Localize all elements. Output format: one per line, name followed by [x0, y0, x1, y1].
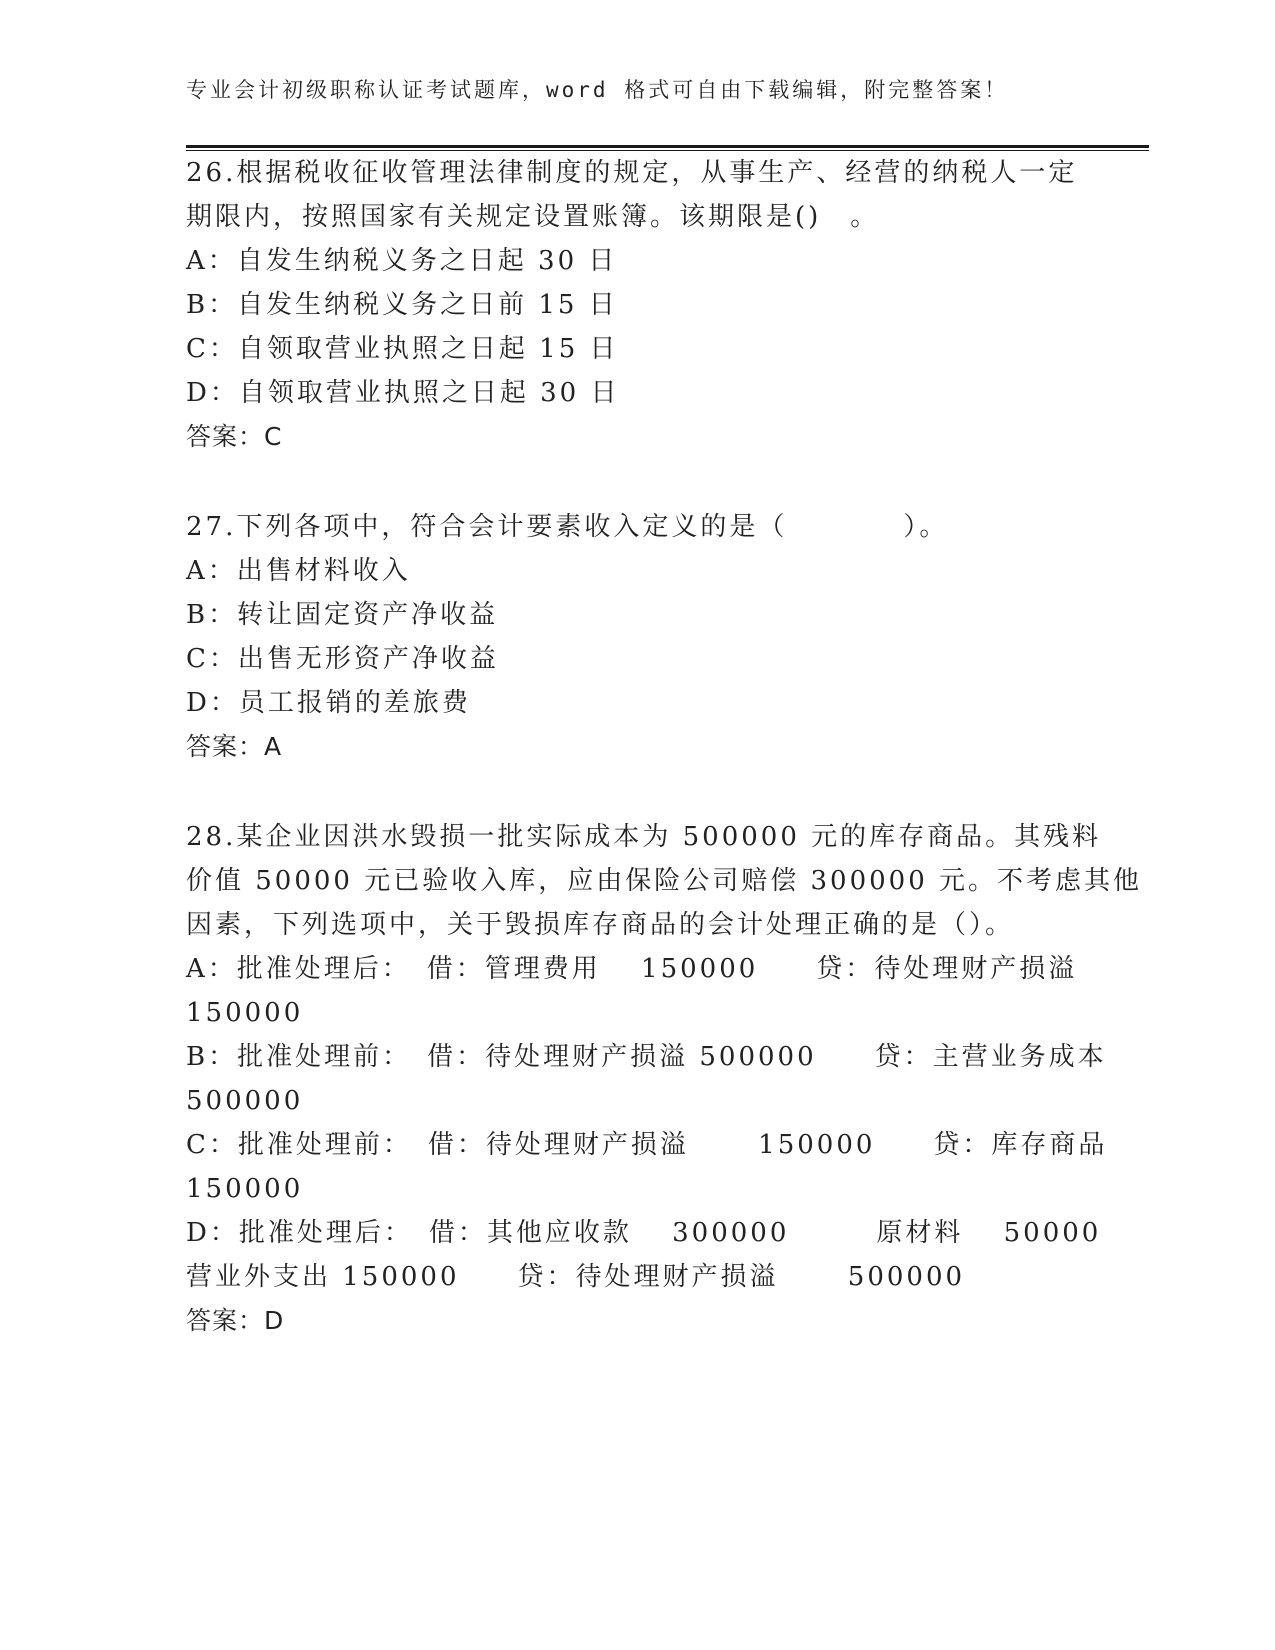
question-28-option-b: B：批准处理前： 借：待处理财产损溢 500000 贷：主营业务成本	[186, 1042, 1107, 1072]
question-26-option-d: D：自领取营业执照之日起 30 日	[186, 378, 620, 408]
page-header: 专业会计初级职称认证考试题库，word 格式可自由下载编辑，附完整答案！	[186, 78, 1009, 102]
question-28-option-c-cont: 150000	[186, 1174, 304, 1204]
question-27-option-a: A：出售材料收入	[186, 556, 411, 586]
question-27-stem-line-1: 27.下列各项中，符合会计要素收入定义的是（ ）。	[186, 512, 949, 542]
question-28-option-a-cont: 150000	[186, 998, 304, 1028]
question-26-stem-line-1: 26.根据税收征收管理法律制度的规定，从事生产、经营的纳税人一定	[186, 158, 1078, 188]
question-28-stem-line-1: 28.某企业因洪水毁损一批实际成本为 500000 元的库存商品。其残料	[186, 822, 1102, 852]
question-26-option-c: C：自领取营业执照之日起 15 日	[186, 334, 619, 364]
question-26-option-b: B：自发生纳税义务之日前 15 日	[186, 290, 618, 320]
question-28-option-d-cont: 营业外支出 150000 贷：待处理财产损溢 500000	[186, 1262, 966, 1292]
question-28-option-d: D：批准处理后： 借：其他应收款 300000 原材料 50000	[186, 1218, 1102, 1248]
question-27-answer: 答案：A	[186, 732, 283, 761]
header-rule-thin	[186, 150, 1149, 151]
question-28-stem-line-2: 价值 50000 元已验收入库，应由保险公司赔偿 300000 元。不考虑其他	[186, 866, 1143, 896]
question-28-answer: 答案：D	[186, 1306, 285, 1335]
header-rule-thick	[186, 145, 1149, 148]
question-28-option-b-cont: 500000	[186, 1086, 304, 1116]
question-27-option-b: B：转让固定资产净收益	[186, 600, 499, 630]
question-27-option-c: C：出售无形资产净收益	[186, 644, 499, 674]
question-27-option-d: D：员工报销的差旅费	[186, 688, 471, 718]
question-28-option-c: C：批准处理前： 借：待处理财产损溢 150000 贷：库存商品	[186, 1130, 1108, 1160]
question-28-stem-line-3: 因素，下列选项中，关于毁损库存商品的会计处理正确的是（）。	[186, 910, 1015, 940]
question-26-option-a: A：自发生纳税义务之日起 30 日	[186, 246, 618, 276]
question-26-answer: 答案：C	[186, 422, 283, 451]
question-28-option-a: A：批准处理后： 借：管理费用 150000 贷：待处理财产损溢	[186, 954, 1078, 984]
question-26-stem-line-2: 期限内，按照国家有关规定设置账簿。该期限是() 。	[186, 202, 880, 232]
